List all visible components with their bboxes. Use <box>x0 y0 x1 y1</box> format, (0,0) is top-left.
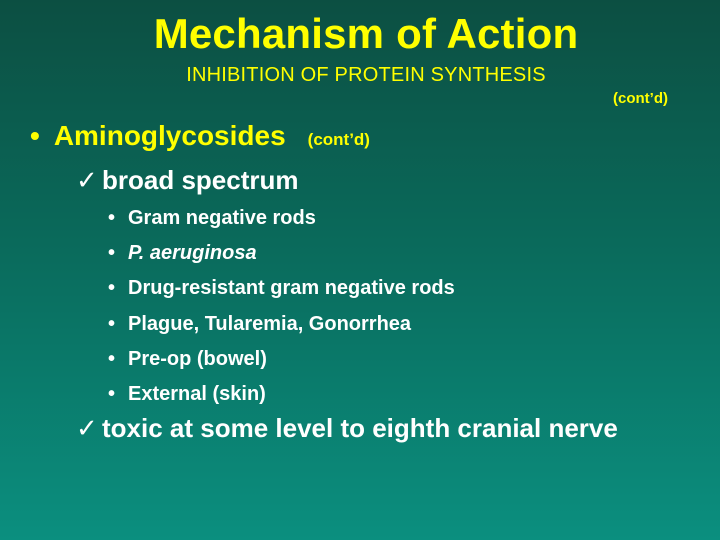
list-item-text: Drug-resistant gram negative rods <box>128 277 455 300</box>
slide-subtitle: INHIBITION OF PROTEIN SYNTHESIS <box>186 64 546 86</box>
checkmark-icon: ✓ <box>76 413 98 443</box>
list-item <box>108 377 455 412</box>
slide-title: Mechanism of Action <box>153 10 579 57</box>
bullet-icon: • <box>108 347 116 370</box>
list-item <box>108 271 455 306</box>
bullet-icon: • <box>108 312 116 335</box>
bullet-icon: • <box>108 242 116 265</box>
checkmark-icon: ✓ <box>76 165 98 195</box>
check-item-broad-spectrum <box>76 165 299 196</box>
check-item-text: broad spectrum <box>102 165 299 195</box>
continued-label: (cont’d) <box>613 90 668 107</box>
list-item-text: P. aeruginosa <box>128 242 257 265</box>
sub-bullet-list <box>108 201 455 412</box>
list-item-text: Plague, Tularemia, Gonorrhea <box>128 312 412 335</box>
check-item-text: toxic at some level to eighth cranial nerve <box>102 413 618 443</box>
list-item <box>108 307 455 342</box>
list-item <box>108 236 455 271</box>
check-item-toxicity <box>76 413 618 444</box>
bullet-icon: • <box>108 383 116 406</box>
bullet-icon: • <box>108 277 116 300</box>
list-item-text: External (skin) <box>128 383 266 406</box>
list-item <box>108 201 455 236</box>
bullet-icon: • <box>108 207 116 230</box>
main-bullet <box>30 120 370 152</box>
main-bullet-continued: (cont’d) <box>307 130 370 149</box>
main-bullet-text: Aminoglycosides <box>53 120 286 151</box>
list-item <box>108 342 455 377</box>
list-item-text: Gram negative rods <box>128 207 316 230</box>
list-item-text: Pre-op (bowel) <box>128 347 267 370</box>
bullet-icon: • <box>30 120 40 151</box>
